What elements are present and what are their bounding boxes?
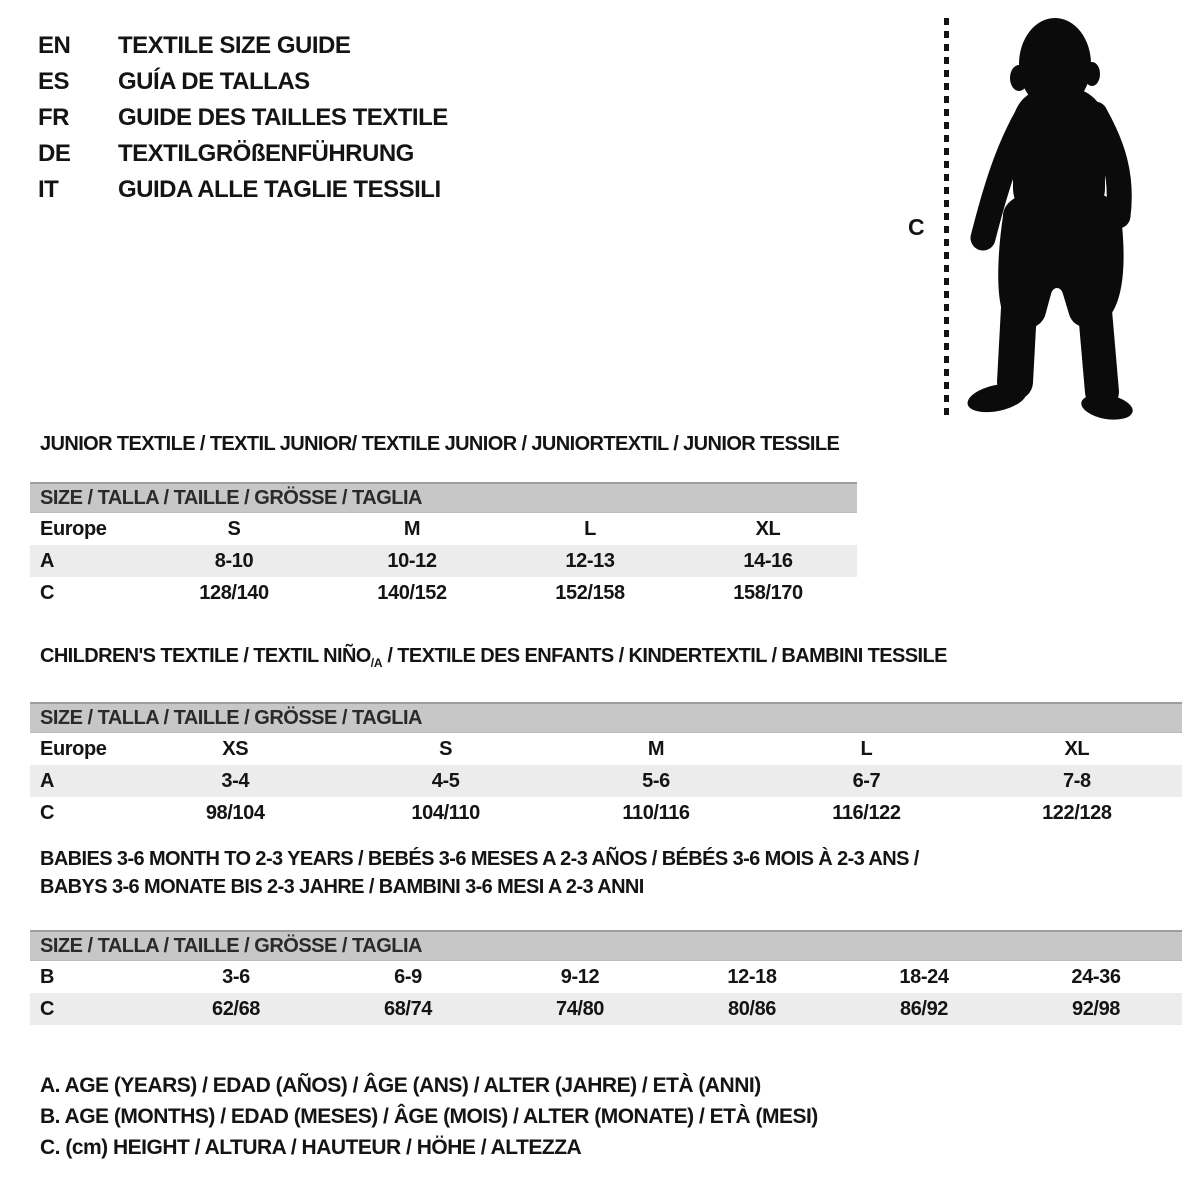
- size-cell: L: [584, 517, 596, 540]
- language-row: [38, 136, 448, 172]
- junior-textile-section: [30, 430, 857, 609]
- language-row: [38, 172, 448, 208]
- size-cell: S: [439, 737, 453, 760]
- childrens-height-row: [30, 797, 1182, 829]
- age-cell: 10-12: [387, 549, 437, 572]
- size-cell: XL: [755, 517, 781, 540]
- height-cell: 158/170: [733, 581, 803, 604]
- legend-line-a: A. AGE (YEARS) / EDAD (AÑOS) / ÂGE (ANS) / ALTER (JAHRE) / ETÀ (ANNI): [40, 1074, 761, 1097]
- height-cell: 86/92: [899, 997, 949, 1020]
- language-title: TEXTILE SIZE GUIDE: [118, 32, 351, 59]
- size-cell: S: [227, 517, 241, 540]
- height-cell: 116/122: [832, 801, 901, 824]
- language-row: [38, 100, 448, 136]
- row-label: C: [40, 801, 55, 824]
- height-cell: 92/98: [1071, 997, 1121, 1020]
- silhouette-leg-left: [1015, 308, 1019, 382]
- silhouette-ear-left: [1010, 65, 1028, 91]
- height-cell: 74/80: [555, 997, 605, 1020]
- title-subscript: /A: [370, 656, 383, 670]
- age-cell: 8-10: [214, 549, 254, 572]
- height-cell: 110/116: [622, 801, 690, 824]
- age-cell: 6-9: [394, 965, 422, 988]
- size-cell: XS: [222, 737, 249, 760]
- language-row: [38, 28, 448, 64]
- age-cell: 14-16: [743, 549, 793, 572]
- legend-line-b: B. AGE (MONTHS) / EDAD (MESES) / ÂGE (MOIS) / ALTER (MONATE) / ETÀ (MESI): [40, 1105, 818, 1128]
- height-cell: 80/86: [727, 997, 777, 1020]
- junior-europe-row: [30, 513, 857, 545]
- row-label: B: [40, 965, 55, 988]
- silhouette-ear-right: [1084, 62, 1100, 86]
- babies-section-title-line1: BABIES 3-6 MONTH TO 2-3 YEARS / BEBÉS 3-6 MESES A 2-3 AÑOS / BÉBÉS 3-6 MOIS À 2-3 ANS /: [40, 848, 919, 870]
- junior-section-title: JUNIOR TEXTILE / TEXTIL JUNIOR/ TEXTILE JUNIOR / JUNIORTEXTIL / JUNIOR TESSILE: [40, 433, 840, 455]
- age-cell: 4-5: [431, 769, 460, 792]
- babies-height-row: [30, 993, 1182, 1025]
- row-label: Europe: [40, 517, 107, 540]
- silhouette-leg-right: [1095, 311, 1102, 392]
- childrens-textile-section: [30, 642, 1182, 829]
- height-cell: 104/110: [411, 801, 480, 824]
- age-cell: 12-13: [565, 549, 615, 572]
- height-measure-dashed-line: [944, 18, 949, 416]
- height-cell: 128/140: [199, 581, 269, 604]
- language-title: GUÍA DE TALLAS: [118, 68, 310, 95]
- title-suffix: / TEXTILE DES ENFANTS / KINDERTEXTIL / BAMBINI TESSILE: [382, 645, 947, 667]
- age-cell: 6-7: [852, 769, 881, 792]
- measure-label-c: C: [908, 214, 925, 240]
- age-cell: 3-4: [221, 769, 250, 792]
- legend-line-c: C. (cm) HEIGHT / ALTURA / HAUTEUR / HÖHE / ALTEZZA: [40, 1136, 582, 1159]
- row-label: C: [40, 581, 55, 604]
- age-cell: 3-6: [222, 965, 250, 988]
- junior-age-row: [30, 545, 857, 577]
- childrens-size-header-bar: SIZE / TALLA / TAILLE / GRÖSSE / TAGLIA: [30, 702, 1182, 733]
- language-title: GUIDA ALLE TAGLIE TESSILI: [118, 176, 441, 203]
- row-label: Europe: [40, 737, 107, 760]
- age-cell: 24-36: [1071, 965, 1121, 988]
- babies-size-header-bar: SIZE / TALLA / TAILLE / GRÖSSE / TAGLIA: [30, 930, 1182, 961]
- height-cell: 62/68: [211, 997, 261, 1020]
- language-code: DE: [38, 140, 71, 167]
- row-label: A: [40, 549, 55, 572]
- language-code: FR: [38, 104, 69, 131]
- title-prefix: CHILDREN'S TEXTILE / TEXTIL NIÑO: [40, 645, 371, 667]
- childrens-section-title: [30, 642, 1182, 677]
- size-cell: L: [860, 737, 873, 760]
- row-label: C: [40, 997, 55, 1020]
- toddler-silhouette-image: [955, 16, 1135, 420]
- age-cell: 18-24: [899, 965, 949, 988]
- language-title: GUIDE DES TAILLES TEXTILE: [118, 104, 448, 131]
- babies-age-row: [30, 961, 1182, 993]
- row-label: A: [40, 769, 55, 792]
- language-code: ES: [38, 68, 70, 95]
- height-cell: 122/128: [1042, 801, 1112, 824]
- language-title: TEXTILGRÖßENFÜHRUNG: [118, 140, 414, 167]
- size-cell: M: [403, 517, 421, 540]
- language-code: EN: [38, 32, 71, 59]
- junior-size-header-bar: SIZE / TALLA / TAILLE / GRÖSSE / TAGLIA: [30, 482, 857, 513]
- height-cell: 140/152: [377, 581, 447, 604]
- size-cell: XL: [1064, 737, 1090, 760]
- age-cell: 7-8: [1062, 769, 1091, 792]
- size-cell: M: [647, 737, 665, 760]
- babies-section-title-line2: BABYS 3-6 MONATE BIS 2-3 JAHRE / BAMBINI 3-6 MESI A 2-3 ANNI: [40, 876, 644, 898]
- age-cell: 12-18: [727, 965, 777, 988]
- height-cell: 68/74: [383, 997, 433, 1020]
- language-title-list: [38, 28, 448, 208]
- language-row: [38, 64, 448, 100]
- height-cell: 98/104: [205, 801, 265, 824]
- age-cell: 9-12: [560, 965, 600, 988]
- babies-textile-section: [30, 845, 1182, 1025]
- measurement-legend: [40, 1070, 818, 1163]
- childrens-age-row: [30, 765, 1182, 797]
- spacer: [30, 901, 1182, 930]
- age-cell: 5-6: [642, 769, 670, 792]
- language-code: IT: [38, 176, 59, 203]
- height-cell: 152/158: [555, 581, 625, 604]
- junior-height-row: [30, 577, 857, 609]
- childrens-europe-row: [30, 733, 1182, 765]
